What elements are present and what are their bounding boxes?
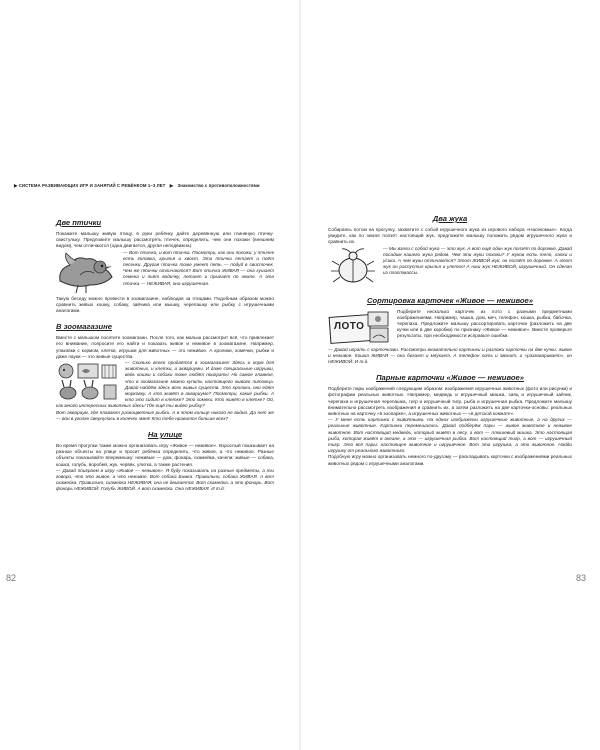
running-head-section: Знакомство с противоположностями bbox=[177, 183, 260, 188]
paragraph: Покажите малышу живую птицу, в руки ребёнку дайте деревянную или глиняную птичку-свистульку. Предложите малышу рассмотреть птичек, определить, чем они похожи (внешним видом), чем отличаются (одна двигается, другая неподвижна). bbox=[56, 231, 274, 249]
page-number: 82 bbox=[6, 573, 17, 583]
bird-icon bbox=[56, 251, 118, 295]
paragraph: Подберите пары изображений следующим образом: изображения игрушечных животных (фото или рисунки) и фотографии реальных животных. Например, медведь и игрушечный мишка, заяц и игрушечный зайчик, черепаха и игрушечная черепашка, тигр и игрушечный тигр, рыба и игрушечная рыбка. Предложите малышу внимательно рассмотреть изображения и сравнить их, а затем разложить на две карточки-основы: реальных животных на карточку «в зоопарке», а игрушечных животных — «в детской комнате». bbox=[328, 386, 572, 417]
heading-outside: На улице bbox=[147, 430, 183, 440]
paragraph: Подберите несколько карточек из лото с разными предметными изображениями. Например, чашка, дом, мяч, телефон, кошка, рыбка, бабочка, черепаха. Предложите малышу рассортировать карточки (разложить на две кучки или в две коробки) по признаку «Живое — неживое». Вместе проверьте результаты, при необходимости исправьте ошибки. bbox=[397, 308, 572, 339]
running-head-arrow-2: ▶ bbox=[169, 183, 174, 188]
paragraph: Такую беседу можно провести в зоомагазине, наблюдая за птицами. Подобным образом можно сравнить живых кошку, собаку, зайчика или мышку, черепашку или рыбку с игрушечными аналогами. bbox=[56, 295, 274, 314]
paragraph: Вместе с малышом посетите зоомагазин. После того, как малыш рассмотрит всё, что привлекает его внимание, попросите его найти и показать живое и неживое в зоомагазине. Например, упаковки с кормом, клетки, игрушки для животных — это неживое. А кролики, хомячки, рыбки и даже пауки — это живые существа. bbox=[56, 335, 274, 359]
dialogue: Вот аквариум, где плавают разноцветные рыбки. А в этом кольце никого не видно. Да нет же — вон в уголке свернулась в колечко змея! Кто тебе нравится больше всех? bbox=[56, 409, 274, 421]
running-head-arrow: ▶ bbox=[14, 183, 18, 188]
heading-two-birds: Две птички bbox=[56, 218, 102, 227]
beetle-icon bbox=[328, 247, 378, 287]
lotto-label: ЛОТО bbox=[334, 320, 365, 332]
pet-shop-icon bbox=[56, 361, 120, 401]
heading-pet-shop: В зоомагазине bbox=[56, 322, 112, 332]
pet-shop-illustration bbox=[56, 361, 120, 401]
heading-paired-cards: Парные карточки «Живое — неживое» bbox=[376, 373, 524, 383]
dialogue: — Давай играть с карточками. Рассмотри внимательно картинки и разложи карточки на две кучки: живое и неживое. Кошка ЖИВАЯ — она бегает и мяукает. А телефон хоть и звонит, и «разговаривает», он НЕЖИВОЙ. И т.д. bbox=[328, 346, 572, 365]
heading-card-sorting: Сортировка карточек «Живое — неживое» bbox=[366, 295, 533, 305]
page-number: 83 bbox=[575, 573, 586, 583]
lotto-illustration bbox=[328, 310, 392, 346]
beetle-illustration bbox=[328, 247, 378, 287]
dialogue: — Мы взяли с собой жука — это жук. А вот ещё один жук ползёт по дорожке. Давай посадим нашего жука рядом. Чем эти жуки похожи? У жуков есть тело, лапки и усики. А чем жуки отличаются? Этот ЖИВОЙ жук, он ползёт по дорожке. А этот жук он распустил крылья и улетел! А наш жук НЕЖИВОЙ, игрушечный. Он сделан из пластмассы. bbox=[383, 245, 572, 276]
running-head bbox=[14, 183, 260, 189]
paragraph: Во время прогулки также можно организовать игру «Живое — неживое». Взрослый показывает на разные объекты на улице и просит ребёнка определить, что живое, а что неживое. Разные объекты показывайте вперемешку: неживые — дом, фонарь, скамейка, качели; живые — собака, кошка, голубь, воробей, жук, червяк, улитка, а также растения. bbox=[56, 443, 274, 467]
heading-two-beetles: Два жука bbox=[432, 214, 468, 223]
dialogue: — У меня есть картинки с животными. На одних изображены игрушечные животные, а на других — реальные животные. Картинки перемешались. Давай подберём пары — живое животное и неживое животное. Вот настоящий медведь, который живёт в лесу, а вот — плюшевый мишка. Это настоящая рыба, которая живёт в океане, а это — игрушечная рыбка. Вот настоящий тигр, а вот — игрушечный тигр. Это всё пары: настоящее животное и игрушечное. Вот эта игрушка, а это животное. Найди игрушку от реального животного. bbox=[328, 417, 572, 454]
dialogue: — Сколько всего продаётся в зоомагазине! Здесь и корм для животных, и клетки, и аквариумы. И даже специальные игрушки, ведь кошки и собаки тоже любят поиграть! Но самое главное, что в зоомагазине можно купить настоящего живого питомца. Давай найдём здесь всех живых существ. Это кролики, они едят морковку. А кто живёт в аквариуме? Посмотри, какие рыбки. А кто это сидит в клетке? Это хомяки. Кто живёт в клетке? Ой, как много интересных животных здесь! Где ещё ты видел рыбку? bbox=[56, 360, 274, 409]
dialogue: — Давай поиграем в игру «Живое — неживое». Я буду показывать на разные предметы, а ты говори, что это живое, а что неживое. Вот собака Бимка. Правильно, собака ЖИВАЯ. А вот скамейка. Правильно, скамейка НЕЖИВАЯ, она не двигается. Вот скамейка, а это фонарь. Вот фонарь НЕЖИВОЙ. Голубь ЖИВОЙ. А вот скамейка. Она НЕЖИВАЯ. И т.д. bbox=[56, 467, 274, 492]
right-page bbox=[300, 0, 600, 750]
right-column bbox=[328, 200, 572, 467]
running-head-title: СИСТЕМА РАЗВИВАЮЩИХ ИГР И ЗАНЯТИЙ С РЕБЁНКОМ 1–3 ЛЕТ bbox=[18, 183, 166, 188]
paragraph: Собираясь потом на прогулку, захватите с собой игрушечного жука из игрового набора «Насекомые». Когда увидите, как по земле ползёт настоящий жук, предложите малышу положить рядом игрушечного жука и сравнить их. bbox=[328, 227, 572, 245]
dialogue: — Вот птичка, и вот птичка. Посмотри, как они похожи: у птичек есть головка, крылья и хвост. Эта птичка летает и поёт песенки. Другая птичка тоже умеет петь — подуй в свисточек. Чем же птички отличаются? Вот птичка ЖИВАЯ — она кушает семена и пьёт водичку, летает и прыгает по земле. А эта птичка — НЕЖИВАЯ, она игрушечная. bbox=[123, 249, 274, 286]
bird-illustration bbox=[56, 251, 118, 295]
paragraph: Подобную игру можно организовать немного по-другому — раскладывать карточки с изображениями реальных животных рядом с игрушечными аналогами. bbox=[328, 454, 572, 466]
left-column bbox=[56, 192, 274, 493]
